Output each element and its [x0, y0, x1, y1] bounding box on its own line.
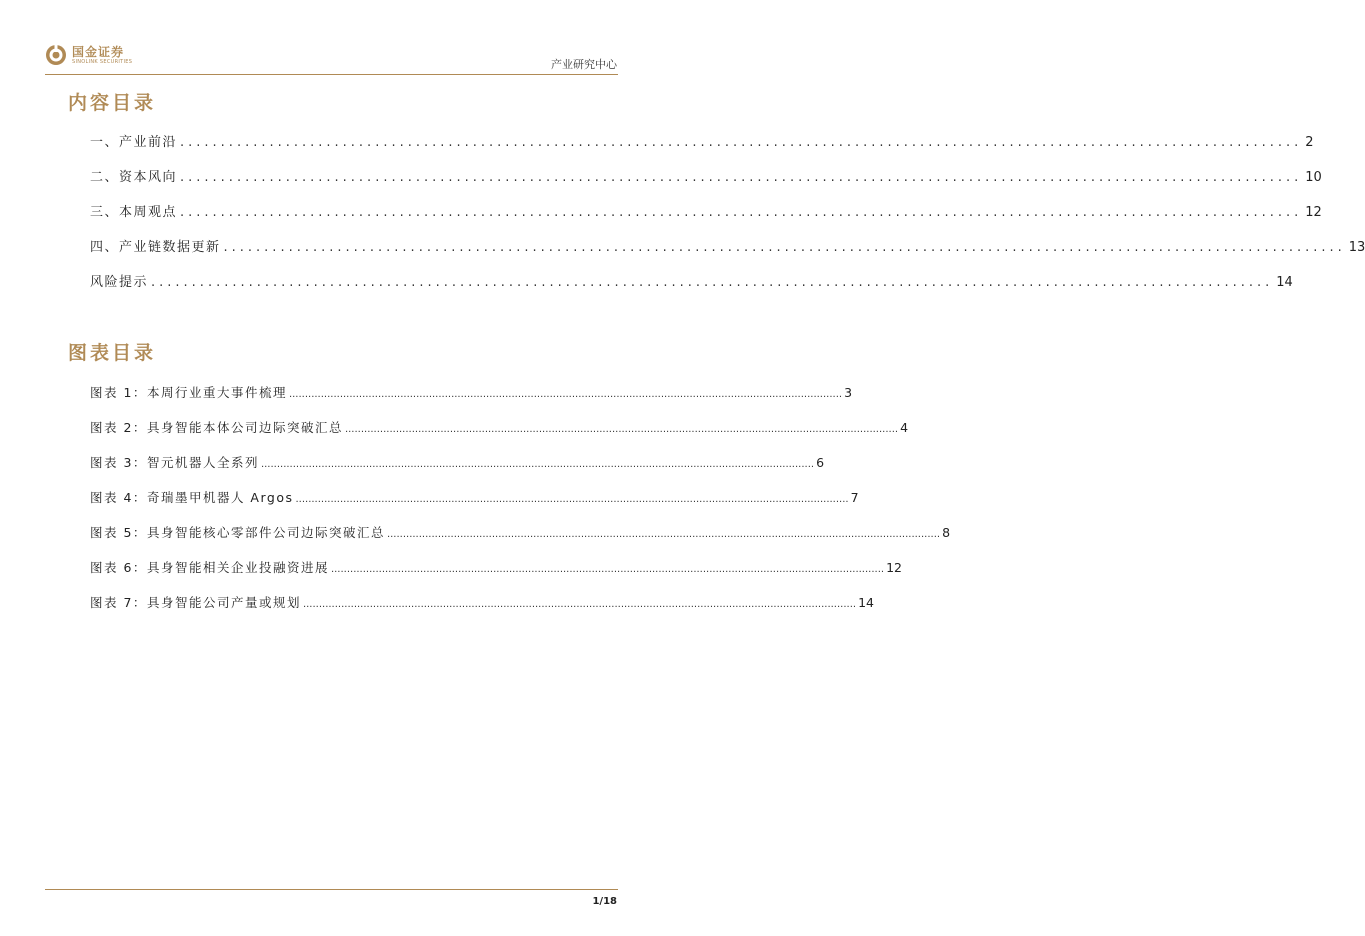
- toc-leader-dots: ..........................................................................................................................................: [180, 170, 1303, 185]
- toc-item[interactable]: [90, 201, 1322, 220]
- figure-item-label: 智元机器人全系列: [146, 455, 259, 470]
- figure-item-number: 图表 6：: [90, 560, 147, 575]
- department-label: 产业研究中心: [551, 58, 617, 71]
- figure-leader-dots: ..............................................................................................................................................................................: [330, 564, 885, 575]
- toc-item-label: 风险提示: [90, 275, 149, 290]
- figure-item-label: 具身智能核心零部件公司边际突破汇总: [146, 525, 385, 540]
- toc-title: 内容目录: [68, 92, 157, 114]
- toc-item[interactable]: [90, 271, 1293, 290]
- figure-item[interactable]: [90, 523, 951, 541]
- toc-item-page: 13: [1348, 240, 1365, 255]
- figure-item-page: 7: [850, 490, 859, 505]
- figure-item[interactable]: [90, 558, 902, 576]
- figure-item[interactable]: [90, 418, 909, 436]
- figure-item-label: 具身智能相关企业投融资进展: [146, 560, 329, 575]
- page-number: 1/18: [592, 896, 617, 907]
- toc-leader-dots: ..........................................................................................................................................: [223, 240, 1346, 255]
- figure-item-number: 图表 4：: [90, 490, 147, 505]
- figure-item[interactable]: [90, 453, 825, 471]
- figure-leader-dots: ..............................................................................................................................................................................: [302, 599, 857, 610]
- figure-item-number: 图表 3：: [90, 455, 147, 470]
- figure-item[interactable]: [90, 593, 874, 611]
- figure-item-label: 奇瑞墨甲机器人 Argos: [146, 490, 294, 505]
- figure-item-number: 图表 1：: [90, 385, 147, 400]
- toc-leader-dots: ..........................................................................................................................................: [151, 275, 1274, 290]
- figure-item-number: 图表 2：: [90, 420, 147, 435]
- figure-leader-dots: ..............................................................................................................................................................................: [295, 494, 849, 505]
- page-header: [0, 0, 662, 80]
- figure-leader-dots: ..............................................................................................................................................................................: [288, 389, 843, 400]
- header-divider: [45, 74, 618, 75]
- toc-item[interactable]: [90, 236, 1365, 255]
- figure-item-label: 具身智能本体公司边际突破汇总: [146, 420, 343, 435]
- figure-item-number: 图表 7：: [90, 595, 147, 610]
- toc-item-label: 二、资本风向: [90, 170, 178, 185]
- figure-item-label: 本周行业重大事件梳理: [146, 385, 287, 400]
- toc-item[interactable]: [90, 166, 1322, 185]
- figure-leader-dots: ..............................................................................................................................................................................: [260, 459, 815, 470]
- figures-title: 图表目录: [68, 342, 157, 364]
- toc-leader-dots: ..........................................................................................................................................: [180, 205, 1303, 220]
- figure-item[interactable]: [90, 383, 853, 401]
- toc-leader-dots: ..........................................................................................................................................: [180, 135, 1303, 150]
- toc-item[interactable]: [90, 131, 1314, 150]
- toc-item-page: 2: [1305, 135, 1314, 150]
- figure-item-page: 12: [886, 560, 902, 575]
- figure-item-page: 3: [844, 385, 853, 400]
- figure-item-label: 具身智能公司产量或规划: [146, 595, 301, 610]
- logo-chinese-name: 国金证券: [72, 44, 125, 59]
- figure-leader-dots: ..............................................................................................................................................................................: [344, 424, 899, 435]
- sinolink-logo-icon: [45, 44, 67, 66]
- figure-item-page: 6: [816, 455, 825, 470]
- toc-item-label: 三、本周观点: [90, 205, 178, 220]
- toc-item-label: 一、产业前沿: [90, 135, 178, 150]
- figure-leader-dots: ..............................................................................................................................................................................: [386, 529, 941, 540]
- toc-item-label: 四、产业链数据更新: [90, 240, 221, 255]
- figure-item-page: 8: [942, 525, 951, 540]
- toc-item-page: 14: [1276, 275, 1293, 290]
- figure-item-page: 4: [900, 420, 909, 435]
- figure-item[interactable]: [90, 488, 859, 506]
- logo-english-name: SINOLINK SECURITIES: [72, 58, 133, 65]
- toc-item-page: 10: [1305, 170, 1322, 185]
- company-logo: [45, 44, 132, 66]
- figure-item-number: 图表 5：: [90, 525, 147, 540]
- figure-item-page: 14: [858, 595, 874, 610]
- toc-item-page: 12: [1305, 205, 1322, 220]
- footer-divider: [45, 889, 618, 890]
